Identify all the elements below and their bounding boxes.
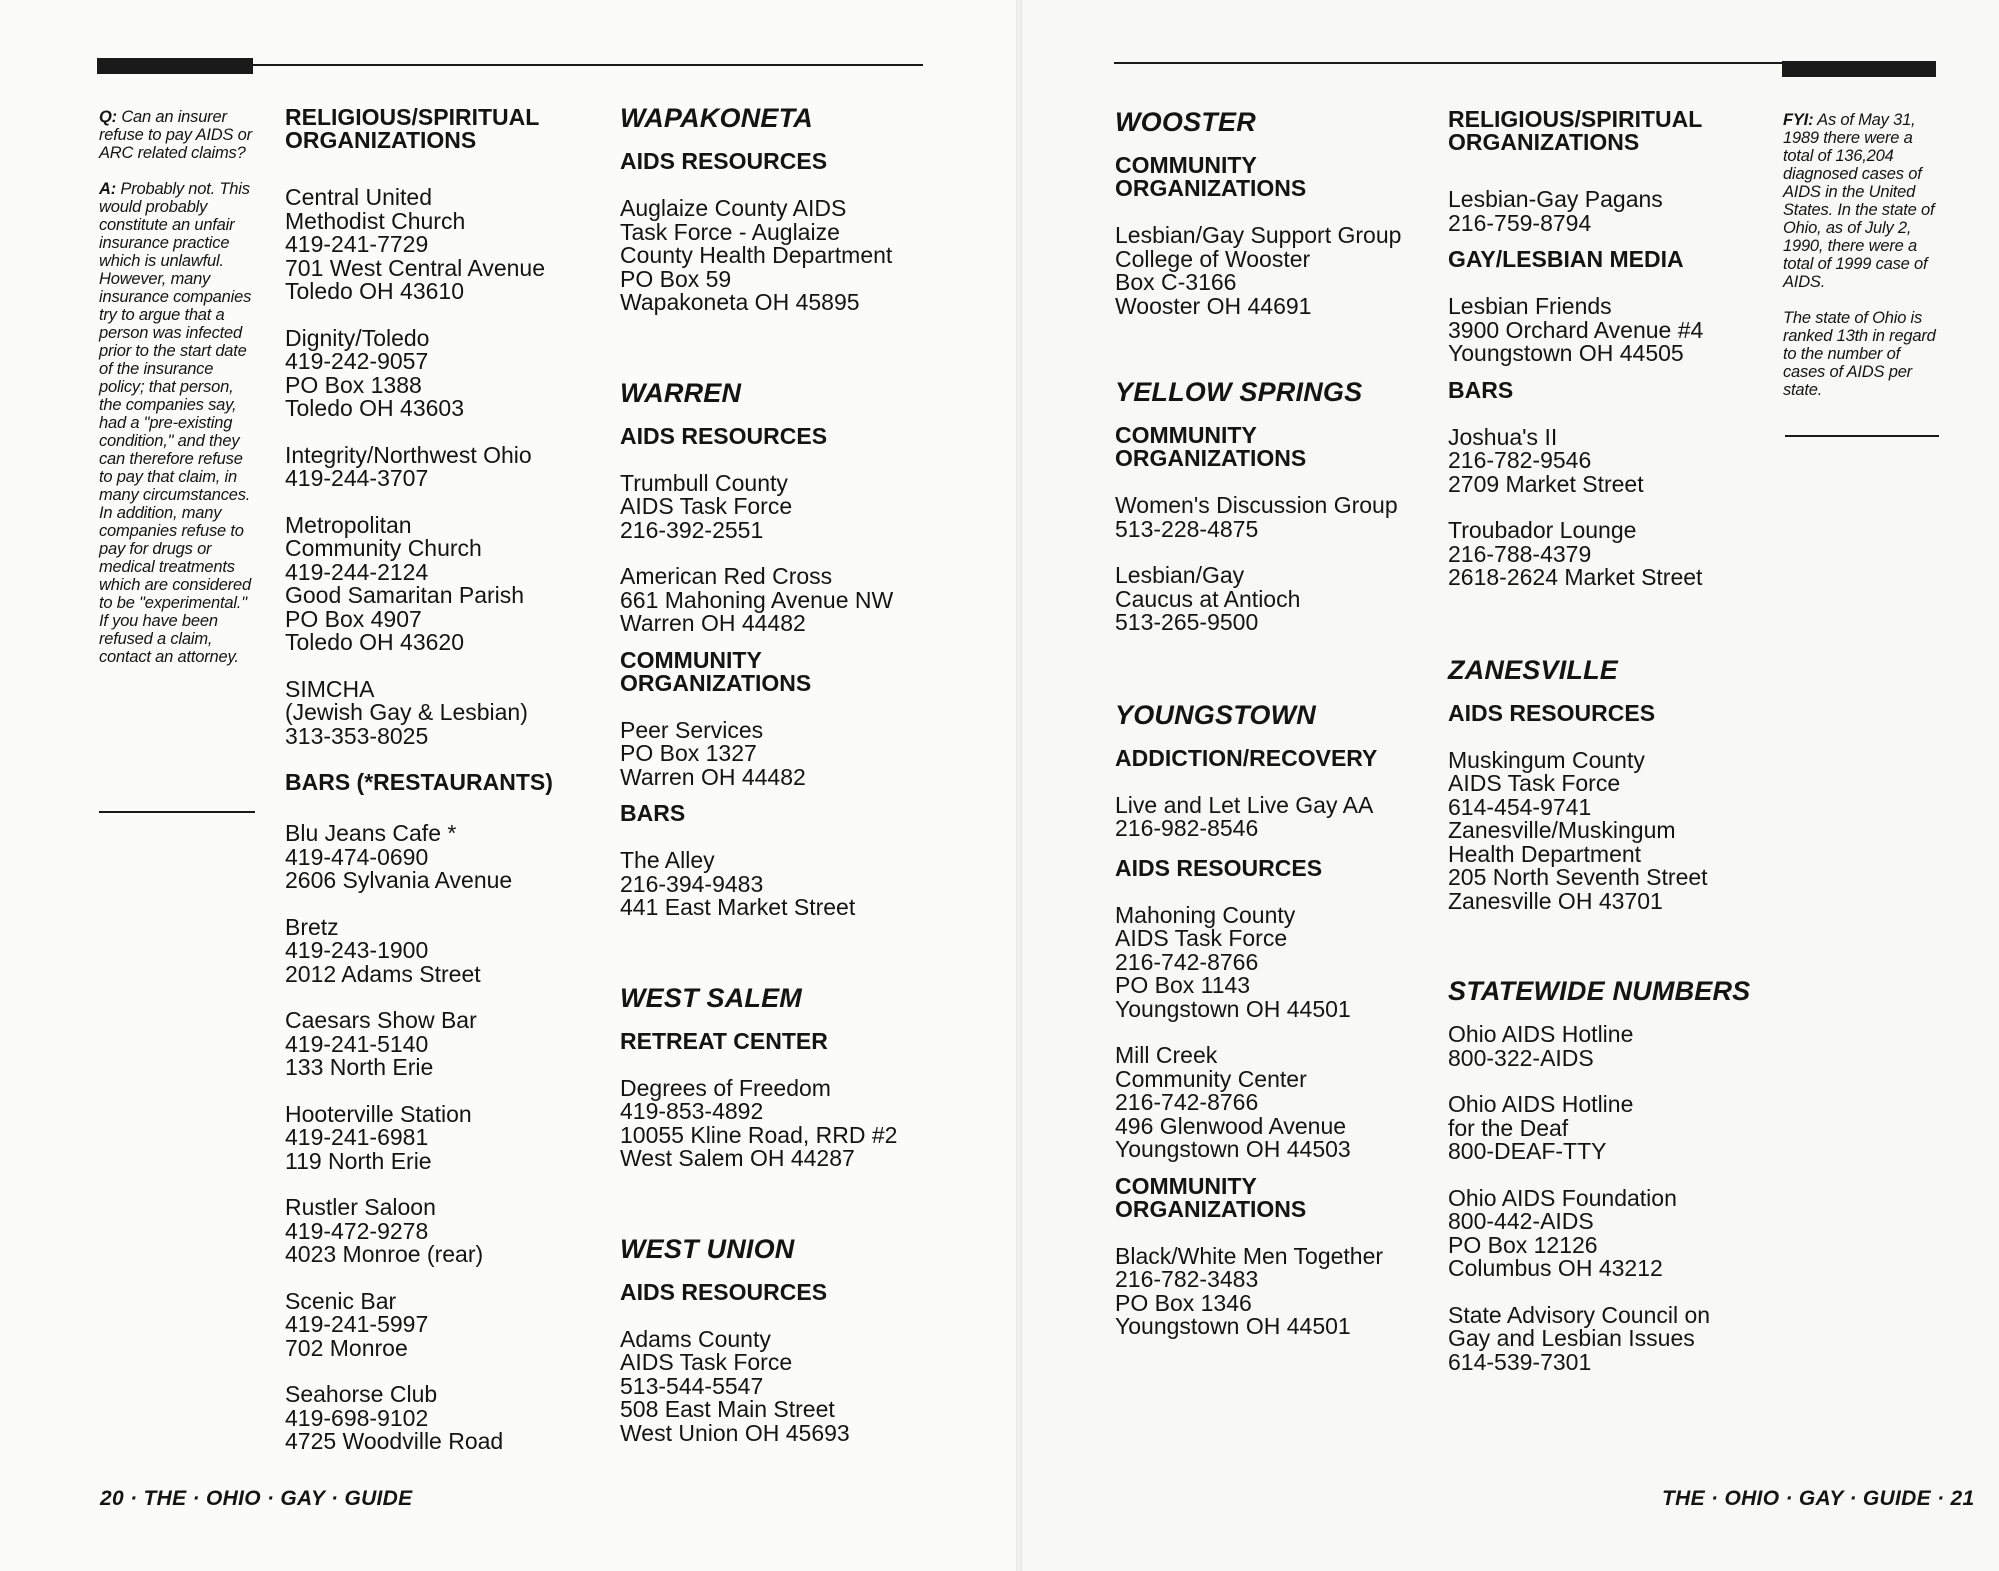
entry-line: 441 East Market Street — [620, 894, 856, 920]
entry-line: Toledo OH 43620 — [285, 629, 465, 655]
city-yellow-springs: YELLOW SPRINGS — [1115, 377, 1363, 407]
religious-entry — [285, 675, 585, 749]
religious-entry — [285, 324, 585, 421]
entry-line: Lesbian/Gay Support Group — [1115, 222, 1402, 248]
entry-line: Ohio AIDS Foundation — [1448, 1184, 1677, 1211]
entry-line: AIDS Task Force — [1448, 770, 1621, 796]
entry-line: Zanesville/Muskingum — [1448, 817, 1676, 843]
category-gay-lesbian-media: GAY/LESBIAN MEDIA — [1448, 246, 1684, 272]
entry-line: AIDS Task Force — [1115, 925, 1288, 951]
entry-line: 10055 Kline Road, RRD #2 — [620, 1121, 898, 1148]
category-community-organizations: COMMUNITY ORGANIZATIONS — [1115, 1172, 1307, 1222]
entry-line: Peer Services — [620, 716, 764, 743]
entry-line: 419-243-1900 — [285, 937, 429, 963]
entry-wapakoneta — [620, 197, 920, 315]
entry-line: 216-394-9483 — [620, 870, 764, 897]
entry-line: (Jewish Gay & Lesbian) — [285, 699, 528, 725]
entry-line: for the Deaf — [1448, 1114, 1569, 1141]
entry-line: 216-782-3483 — [1115, 1266, 1259, 1292]
entry-line: Troubador Lounge — [1448, 517, 1637, 543]
entry-muskingum-county — [1448, 746, 1758, 914]
entry-line: Mahoning County — [1115, 901, 1296, 928]
right-col-2 — [1448, 108, 1758, 1397]
entry-line: 419-698-9102 — [285, 1404, 429, 1431]
sidebar-answer: A: Probably not. This would probably constitute an unfair insurance practice which is unlawful. However, many insurance companies try to argue that a person was infected prior to the start date of the insurance policy; that person, the companies say, had a "pre-existing condition," and they can therefore refuse to pay that claim, in many circumstances. In addition, many companies refuse to pay for drugs or medical treatments which are considered to be "experimental." If you have been refused a claim, contact an attorney. — [99, 180, 252, 666]
entry-line: Live and Let Live Gay AA — [1115, 791, 1374, 818]
entry-line: 4725 Woodville Road — [285, 1428, 504, 1454]
category-retreat-center: RETREAT CENTER — [620, 1027, 828, 1054]
entry-line: Bretz — [285, 913, 339, 940]
entry-line: 701 West Central Avenue — [285, 254, 545, 281]
entry-line: Wooster OH 44691 — [1115, 292, 1312, 319]
entry-line: 216-782-9546 — [1448, 447, 1592, 473]
city-wapakoneta: WAPAKONETA — [620, 103, 813, 133]
entry-line: Blu Jeans Cafe * — [285, 820, 457, 846]
entry-line: State Advisory Council on — [1448, 1301, 1711, 1328]
entry-line: 419-472-9278 — [285, 1217, 429, 1244]
bar-entry — [285, 1287, 585, 1361]
entry-line: Warren OH 44482 — [620, 763, 806, 790]
religious-entry — [285, 441, 585, 491]
entry-line: SIMCHA — [285, 675, 375, 702]
bar-entry — [285, 1100, 585, 1174]
entry-line: 661 Mahoning Avenue NW — [620, 586, 894, 613]
entry-line: Women's Discussion Group — [1115, 492, 1398, 518]
entry-line: Muskingum County — [1448, 746, 1645, 773]
entry-the-alley — [620, 849, 920, 920]
entry-line: 216-392-2551 — [620, 516, 764, 543]
entry-line: Youngstown OH 44505 — [1448, 340, 1684, 366]
entry-line: Black/White Men Together — [1115, 1242, 1384, 1269]
entry-line: 702 Monroe — [285, 1334, 408, 1361]
entry-line: Mill Creek — [1115, 1042, 1218, 1068]
right-header-thin-rule — [1114, 62, 1784, 64]
city-warren: WARREN — [620, 377, 742, 408]
entry-line: AIDS Task Force — [620, 493, 793, 519]
entry-adams-county — [620, 1325, 920, 1446]
category-religious-spiritual: RELIGIOUS/SPIRITUAL ORGANIZATIONS — [285, 104, 540, 153]
category-aids-resources: AIDS RESOURCES — [620, 422, 828, 449]
entry-line: AIDS Task Force — [620, 1349, 793, 1375]
entry-line: Metropolitan — [285, 511, 412, 538]
category-addiction-recovery: ADDICTION/RECOVERY — [1115, 744, 1378, 771]
city-statewide-numbers: STATEWIDE NUMBERS — [1448, 976, 1751, 1006]
entry-line: 614-539-7301 — [1448, 1348, 1592, 1375]
city-zanesville: ZANESVILLE — [1448, 654, 1619, 685]
entry-line: PO Box 1143 — [1115, 972, 1251, 998]
entry-line: 419-241-6981 — [285, 1124, 429, 1150]
sidebar-ranking: The state of Ohio is ranked 13th in regard to the number of cases of AIDS per state. — [1783, 309, 1936, 399]
entry-line: Youngstown OH 44501 — [1115, 995, 1351, 1022]
entry-line: Dignity/Toledo — [285, 324, 430, 351]
entry-line: 205 North Seventh Street — [1448, 864, 1708, 890]
entry-ohio-aids-foundation — [1448, 1184, 1758, 1281]
sidebar-fyi: FYI: As of May 31, 1989 there were a total of 136,204 diagnosed cases of AIDS in the United States. In the state of Ohio, as of July 2, 1990, there were a total of 1999 case of AIDS. — [1783, 111, 1935, 291]
entry-line: 4023 Monroe (rear) — [285, 1241, 484, 1267]
bar-entry — [285, 913, 585, 987]
city-youngstown: YOUNGSTOWN — [1115, 699, 1317, 730]
right-header-thick-rule — [1782, 61, 1936, 77]
entry-line: 2709 Market Street — [1448, 470, 1644, 497]
category-community-organizations: COMMUNITY ORGANIZATIONS — [1115, 152, 1307, 201]
entry-line: PO Box 1388 — [285, 371, 422, 398]
entry-trumbull — [620, 469, 920, 543]
entry-line: PO Box 1346 — [1115, 1289, 1252, 1316]
entry-black-white-men-together — [1115, 1242, 1435, 1339]
entry-line: Caucus at Antioch — [1115, 585, 1301, 612]
entry-mahoning-county — [1115, 901, 1435, 1022]
entry-line: Youngstown OH 44503 — [1115, 1136, 1351, 1162]
category-bars-restaurants: BARS (*RESTAURANTS) — [285, 769, 553, 795]
entry-line: Task Force - Auglaize — [620, 218, 840, 245]
sidebar-question: Q: Can an insurer refuse to pay AIDS or ARC related claims? — [99, 108, 252, 162]
bar-entry — [285, 1196, 585, 1267]
city-wooster: WOOSTER — [1115, 107, 1256, 137]
entry-line: 419-244-3707 — [285, 465, 429, 491]
entry-line: 513-265-9500 — [1115, 609, 1259, 635]
city-west-union: WEST UNION — [620, 1233, 795, 1264]
category-bars: BARS — [620, 800, 686, 826]
entry-line: 419-474-0690 — [285, 843, 429, 870]
entry-line: Lesbian-Gay Pagans — [1448, 186, 1663, 212]
entry-line: Warren OH 44482 — [620, 610, 806, 636]
entry-line: Lesbian/Gay — [1115, 562, 1245, 588]
entry-degrees-of-freedom — [620, 1074, 920, 1171]
bar-entries — [285, 822, 585, 1454]
entry-line: PO Box 12126 — [1448, 1231, 1598, 1258]
entry-wooster-support-group — [1115, 224, 1435, 318]
entry-line: 2012 Adams Street — [285, 960, 481, 987]
category-community-organizations: COMMUNITY ORGANIZATIONS — [620, 646, 812, 696]
entry-line: 216-742-8766 — [1115, 1089, 1259, 1115]
entry-line: West Union OH 45693 — [620, 1419, 850, 1446]
entry-line: 2606 Sylvania Avenue — [285, 867, 513, 893]
entry-line: PO Box 4907 — [285, 605, 422, 632]
entry-line: 419-241-7729 — [285, 231, 429, 257]
entry-caucus-antioch — [1115, 564, 1435, 635]
left-header-thick-rule — [97, 58, 253, 74]
entry-line: 419-853-4892 — [620, 1098, 764, 1124]
entry-line: Community Church — [285, 535, 482, 561]
entry-ohio-aids-hotline — [1448, 1023, 1758, 1070]
entry-line: 800-442-AIDS — [1448, 1208, 1594, 1234]
entry-gay-aa — [1115, 791, 1435, 841]
entry-line: Health Department — [1448, 840, 1642, 867]
entry-line: 419-241-5997 — [285, 1311, 429, 1337]
entry-line: Auglaize County AIDS — [620, 195, 847, 221]
category-bars: BARS — [1448, 376, 1514, 403]
entry-line: 508 East Main Street — [620, 1396, 835, 1422]
entry-line: Joshua's II — [1448, 423, 1558, 450]
entry-joshuas-ii — [1448, 423, 1758, 497]
entry-line: Scenic Bar — [285, 1287, 397, 1314]
religious-entry — [285, 511, 585, 655]
entry-line: 216-759-8794 — [1448, 209, 1592, 236]
entry-line: 614-454-9741 — [1448, 793, 1592, 820]
category-community-organizations: COMMUNITY ORGANIZATIONS — [1115, 422, 1307, 471]
left-sidebar-qa — [99, 108, 259, 684]
entry-line: College of Wooster — [1115, 245, 1311, 272]
bar-entry — [285, 1383, 585, 1454]
entry-peer-services — [620, 716, 920, 790]
entry-line: 313-353-8025 — [285, 722, 429, 749]
entry-line: Trumbull County — [620, 469, 788, 496]
left-header-thin-rule — [253, 64, 923, 66]
entry-line: Caesars Show Bar — [285, 1007, 477, 1033]
entry-line: Wapakoneta OH 45895 — [620, 289, 860, 315]
category-aids-resources: AIDS RESOURCES — [1448, 699, 1656, 726]
entry-line: Zanesville OH 43701 — [1448, 887, 1663, 914]
category-religious-spiritual: RELIGIOUS/SPIRITUAL ORGANIZATIONS — [1448, 106, 1703, 155]
entry-line: West Salem OH 44287 — [620, 1145, 855, 1171]
entry-hotline-deaf — [1448, 1093, 1758, 1164]
entry-line: PO Box 1327 — [620, 740, 757, 766]
entry-line: 2618-2624 Market Street — [1448, 564, 1703, 590]
entry-line: PO Box 59 — [620, 265, 732, 292]
entry-state-advisory-council — [1448, 1301, 1758, 1375]
entry-line: Good Samaritan Parish — [285, 582, 525, 608]
entry-line: Integrity/Northwest Ohio — [285, 441, 532, 468]
entry-mill-creek — [1115, 1044, 1435, 1162]
entry-line: Hooterville Station — [285, 1100, 472, 1127]
category-aids-resources: AIDS RESOURCES — [620, 148, 828, 174]
entry-line: 800-DEAF-TTY — [1448, 1138, 1607, 1164]
entry-line: Adams County — [620, 1325, 771, 1352]
city-west-salem: WEST SALEM — [620, 982, 802, 1013]
entry-line: County Health Department — [620, 242, 893, 268]
entry-line: 419-241-5140 — [285, 1030, 429, 1057]
entry-lesbian-friends — [1448, 295, 1758, 366]
entry-line: Gay and Lesbian Issues — [1448, 1325, 1695, 1351]
religious-entries — [285, 186, 585, 748]
religious-entry — [285, 186, 585, 304]
right-footer: THE · OHIO · GAY · GUIDE · 21 — [1662, 1487, 1975, 1510]
entry-line: American Red Cross — [620, 563, 833, 589]
entry-line: The Alley — [620, 847, 715, 873]
entry-line: Columbus OH 43212 — [1448, 1255, 1663, 1281]
entry-line: 3900 Orchard Avenue #4 — [1448, 316, 1704, 343]
entry-line: Toledo OH 43603 — [285, 395, 465, 421]
entry-line: 133 North Erie — [285, 1054, 434, 1080]
entry-line: 216-742-8766 — [1115, 948, 1259, 975]
entry-line: Box C-3166 — [1115, 269, 1237, 295]
right-col-1 — [1115, 106, 1435, 1362]
entry-line: Ohio AIDS Hotline — [1448, 1021, 1634, 1047]
entry-line: Rustler Saloon — [285, 1194, 436, 1220]
entry-line: Community Center — [1115, 1065, 1307, 1092]
left-col-2 — [620, 102, 920, 1468]
bar-entry — [285, 822, 585, 893]
entry-line: 119 North Erie — [285, 1147, 432, 1174]
entry-womens-discussion-group — [1115, 494, 1435, 541]
bar-entry — [285, 1009, 585, 1080]
entry-line: Toledo OH 43610 — [285, 278, 465, 304]
left-sidebar-rule — [99, 811, 255, 813]
left-footer: 20 · THE · OHIO · GAY · GUIDE — [100, 1487, 413, 1510]
entry-line: 513-228-4875 — [1115, 515, 1259, 542]
category-aids-resources: AIDS RESOURCES — [1115, 854, 1323, 881]
entry-line: 216-982-8546 — [1115, 815, 1259, 841]
entry-lesbian-gay-pagans — [1448, 188, 1758, 235]
entry-line: Degrees of Freedom — [620, 1074, 831, 1101]
entry-line: 496 Glenwood Avenue — [1115, 1112, 1347, 1139]
entry-line: 419-242-9057 — [285, 348, 429, 374]
entry-red-cross — [620, 565, 920, 636]
entry-line: 513-544-5547 — [620, 1372, 764, 1399]
right-sidebar-rule — [1785, 435, 1939, 437]
entry-line: Ohio AIDS Hotline — [1448, 1091, 1634, 1117]
entry-troubador-lounge — [1448, 519, 1758, 590]
entry-line: Methodist Church — [285, 207, 466, 234]
right-sidebar-fyi — [1783, 111, 1943, 417]
entry-line: Seahorse Club — [285, 1381, 438, 1407]
entry-line: Lesbian Friends — [1448, 293, 1612, 319]
entry-line: 419-244-2124 — [285, 558, 429, 585]
category-aids-resources: AIDS RESOURCES — [620, 1278, 828, 1305]
entry-line: 216-788-4379 — [1448, 540, 1592, 567]
entry-line: Central United — [285, 184, 433, 210]
left-col-1 — [285, 106, 585, 1477]
entry-line: 800-322-AIDS — [1448, 1044, 1594, 1071]
entry-line: Youngstown OH 44501 — [1115, 1313, 1351, 1339]
